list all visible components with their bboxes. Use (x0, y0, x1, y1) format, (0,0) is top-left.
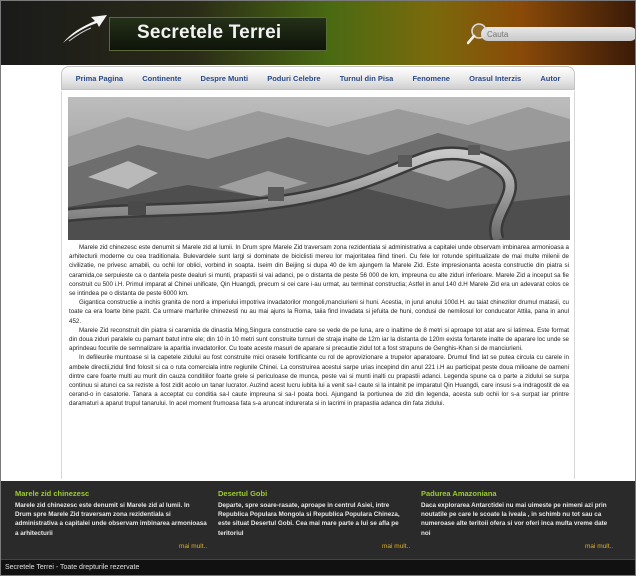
nav-item-orasul-interzis[interactable]: Orasul Interzis (469, 73, 522, 83)
header (1, 1, 635, 65)
article-paragraph: Marele zid chinezesc este denumit si Marele zid al lumii. In Drum spre Marele Zid traversam zona rezidentiala si administrativa a capitalei unde observam imbinarea armonioasa a arhitecturii moderne cu cea traditionala. Bulevardele sunt largi si dominate de biciclisti mereu lor majoritatea fiind tineri. Cu fele lor rotunde spiritualizate de mai multe milenii de civilizatie, ne privesc amabili, cu ochii lor oblici, vorbind in soapta. Iseim din Beijing si dupa 40 de km ajungem la Marele Zid. Este impresionanta acesta constructie din piatra si caramida,ce serpuieste ca o dantela peste dealuri si munti, prapastii si vai adanci, pe o distanta de peste 56 000 de km, impreuna cu alte ziduri inferioare. Marele Zid a inceput sa fie construit cu 500 i.H. Primul imparat al Chinei unificate, Qin Huangdi, precum si cei care i-au urmat, au terminat constructia; Astfel in anul 140 d.H Marele Zid era un adevarat colos ce se intindea pe o distanta de peste 6000 km. (69, 244, 569, 298)
copyright-text: Secretele Terrei - Toate drepturile rezervate (5, 564, 140, 571)
site-title[interactable]: Secretele Terrei (137, 22, 282, 43)
main-nav (61, 66, 575, 90)
search-input[interactable] (481, 27, 636, 41)
article-paragraph: Gigantica constructie a inchis granita de nord a imperiului impotriva invadatorilor mongoli,manciurieni si huni. Acestia, in jurul anului 100d.H. au taiat chinezilor drumul matasii, cu toate ca era foarte bine pazit. Ca urmare marfurile chinezesti nu au mai ajuns la Roma, taiia find invadata si jefuita de huni, condusi de nemilosul lor conducator Attila, pana in anul 452. (69, 299, 569, 325)
nav-item-autor[interactable]: Autor (540, 73, 561, 83)
nav-item-poduri-celebre[interactable]: Poduri Celebre (267, 73, 321, 83)
great-wall-photo (68, 97, 570, 240)
nav-item-fenomene[interactable]: Fenomene (412, 73, 450, 83)
footer-box-title[interactable]: Marele zid chinezesc (15, 489, 90, 498)
article-paragraph: In defileurile muntoase si la capetele zidului au fost construite mici orasele fortificante cu rol de aprovizionare a trupelor aparatoare. Drumul find lat se putea circula cu carele in ambele directii,zidul find folosit si ca o ruta comerciala intre regiunile Chinei. La construirea acestui sarpe urias incepind din anul 221 i.H au participat peste doua milioane de oameni dintre care foarte multi au murit din cauza conditiilor foarte grele si periculoase de munca, peste vai si munti inalti cu prapastii adanci. Legenda spune ca o parte a zidului se surpa continuu si atunci ca sa reziste a fost zidit acolo un tanar lucrator. Auzind acest lucru iubita lui a venit sa-l caute si la intalnit pe imparatul Qin Huangdi, care insusi s-a indragostit de ea cerand-o in casatorie. Tanara a acceptat cu conditia sa-l caute impreuna si sa-l poata boci. Ajungand la portiunea de zid din legenda, acesta sub ochii lor s-a surpat iar printre daramaturi a aparut trupul tanarului. In acel moment frumoasa fata s-a aruncat indurerata si in lacrimi in prapastia adanca din fata zidului. (69, 354, 569, 408)
footer-box-text: Departe, spre soare-rasate, aproape in centrul Asiei, intre Republica Populara Mongola si Republica Populara Chineza, este situat Desertul Gobi. Cea mai mare parte a lui se afla pe teritoriul (218, 502, 400, 537)
footer-box-title[interactable]: Padurea Amazoniana (421, 489, 497, 498)
article-text (69, 243, 569, 409)
more-link[interactable]: mai mult.. (382, 543, 411, 550)
footer-box-gobi (218, 489, 410, 538)
footer-box-great-wall (15, 489, 207, 538)
main-content (61, 91, 575, 479)
nav-item-continente[interactable]: Continente (142, 73, 182, 83)
footer-box-text: Marele zid chinezesc este denumit si Marele zid al lumii. In Drum spre Marele Zid traversam zona rezidentiala si administrativa a capitalei unde observam imbinarea armonioasa a arhitecturii (15, 502, 207, 537)
more-link[interactable]: mai mult.. (585, 543, 614, 550)
nav-item-prima-pagina[interactable]: Prima Pagina (75, 73, 124, 83)
nav-item-turnul-din-pisa[interactable]: Turnul din Pisa (339, 73, 394, 83)
footer-box-text: Daca explorarea Antarctidei nu mai uimeste pe nimeni azi prin noutatile pe care le scoate la iveala , in schimb nu tot sau ca numeroase alte teritoii ofera si vor oferi inca multa vreme date noi (421, 502, 608, 537)
swoosh-logo-icon[interactable] (61, 11, 109, 45)
nav-bar (1, 65, 635, 91)
copyright-bar (1, 559, 635, 576)
article-paragraph: Marele Zid reconstruit din piatra si caramida de dinastia Ming,Singura constructie care se vede de pe luna, are o inaltime de 8 metri si aproape tot atat are si latimea. Este format din doua ziduri paralele cu pamant batut intre ele; din 10 in 10 metri sunt construite turnuri de straja inalte de 12m iar la distanta de 120m exista fortarete inalte de aparare loc unde se aprindeau focurile de semnalizare la aparitia invadatorilor. Cu toate aceste masuri de aparare si precautie zidul tot a fost strapuns de Genghis-Khan si de manciurieni. (69, 326, 569, 353)
footer-box-amazon (421, 489, 613, 538)
magnifier-icon[interactable] (467, 21, 491, 45)
footer-box-title[interactable]: Desertul Gobi (218, 489, 268, 498)
footer-boxes (1, 481, 635, 559)
nav-item-despre-munti[interactable]: Despre Munti (200, 73, 249, 83)
more-link[interactable]: mai mult.. (179, 543, 208, 550)
